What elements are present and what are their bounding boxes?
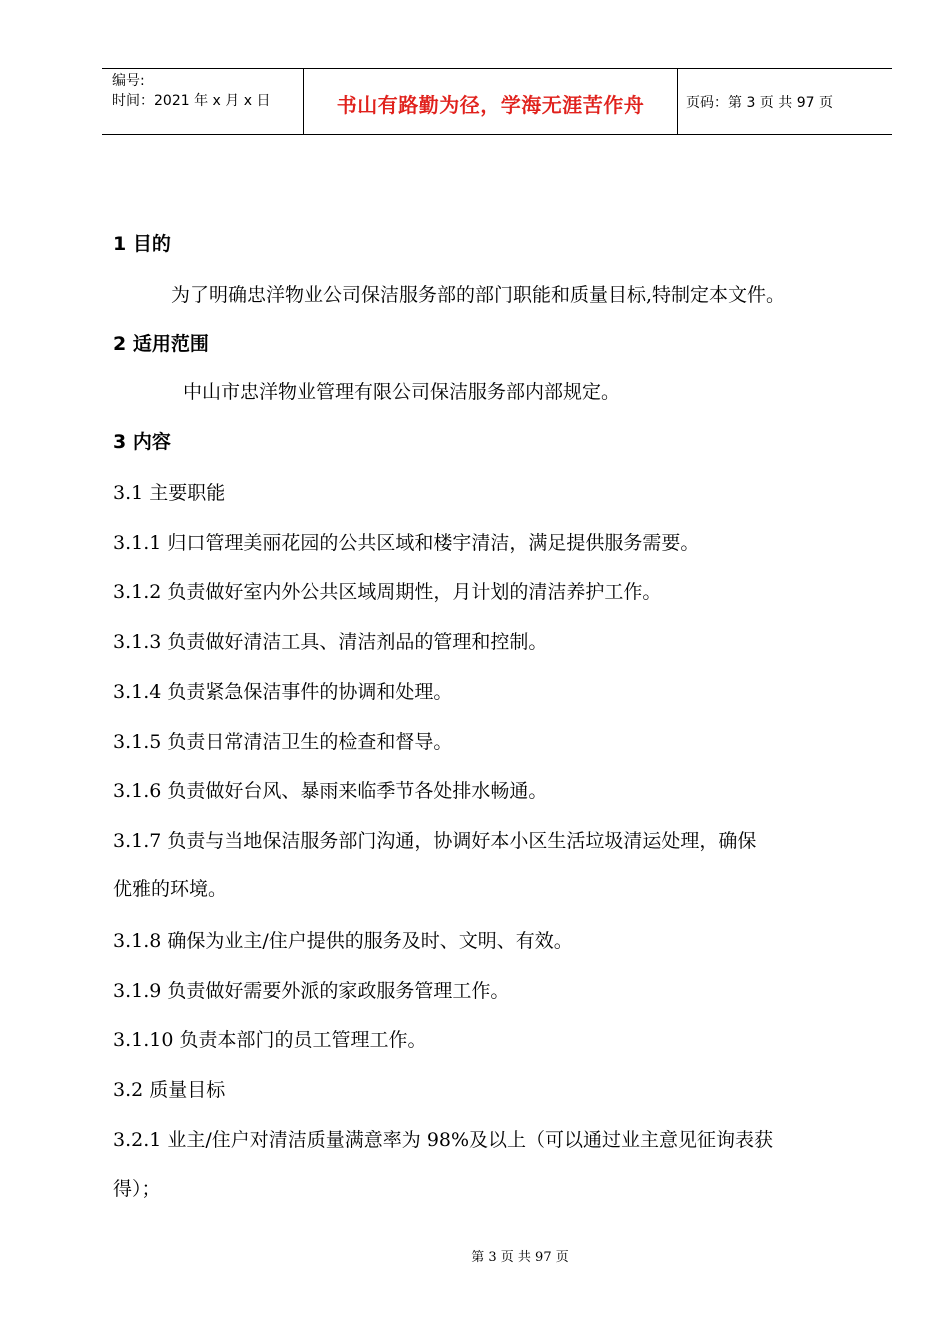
page-footer: 第 3 页 共 97 页: [471, 1250, 569, 1265]
item-3-1-9: 3.1.9 负责做好需要外派的家政服务管理工作。: [113, 980, 510, 1002]
item-3-1-10: 3.1.10 负责本部门的员工管理工作。: [113, 1029, 427, 1051]
item-3-1: 3.1 主要职能: [113, 482, 226, 504]
item-3-2: 3.2 质量目标: [113, 1079, 226, 1101]
section-1-title: 1 目的: [113, 233, 171, 255]
document-code-label: 编号:: [112, 73, 145, 89]
item-3-2-1-line-1: 3.2.1 业主/住户对清洁质量满意率为 98%及以上（可以通过业主意见征询表获: [113, 1129, 774, 1151]
section-2-text: 中山市忠洋物业管理有限公司保洁服务部内部规定。: [183, 381, 621, 403]
header-motto-cell: [304, 69, 678, 134]
document-time-label: 时间：2021 年 x 月 x 日: [112, 93, 271, 109]
item-3-1-5: 3.1.5 负责日常清洁卫生的检查和督导。: [113, 731, 453, 753]
item-3-1-6: 3.1.6 负责做好台风、暴雨来临季节各处排水畅通。: [113, 780, 548, 802]
header-motto: 书山有路勤为径，学海无涯苦作舟: [336, 93, 645, 117]
item-3-1-7-line-1: 3.1.7 负责与当地保洁服务部门沟通，协调好本小区生活垃圾清运处理，确保: [113, 830, 757, 852]
header-page-label: 页码：第 3 页 共 97 页: [686, 94, 833, 111]
item-3-1-8: 3.1.8 确保为业主/住户提供的服务及时、文明、有效。: [113, 930, 573, 952]
item-3-1-1: 3.1.1 归口管理美丽花园的公共区域和楼宇清洁，满足提供服务需要。: [113, 532, 700, 554]
item-3-1-2: 3.1.2 负责做好室内外公共区域周期性，月计划的清洁养护工作。: [113, 581, 662, 603]
item-3-1-7-line-2: 优雅的环境。: [113, 878, 228, 900]
section-1-text: 为了明确忠洋物业公司保洁服务部的部门职能和质量目标,特制定本文件。: [171, 284, 786, 306]
item-3-2-1-line-2: 得）；: [113, 1178, 161, 1200]
section-3-title: 3 内容: [113, 431, 171, 453]
section-2-title: 2 适用范围: [113, 333, 209, 355]
item-3-1-4: 3.1.4 负责紧急保洁事件的协调和处理。: [113, 681, 453, 703]
header-info-cell: [102, 69, 304, 134]
document-header: [102, 68, 892, 135]
item-3-1-3: 3.1.3 负责做好清洁工具、清洁剂品的管理和控制。: [113, 631, 548, 653]
header-page-cell: [678, 69, 892, 134]
